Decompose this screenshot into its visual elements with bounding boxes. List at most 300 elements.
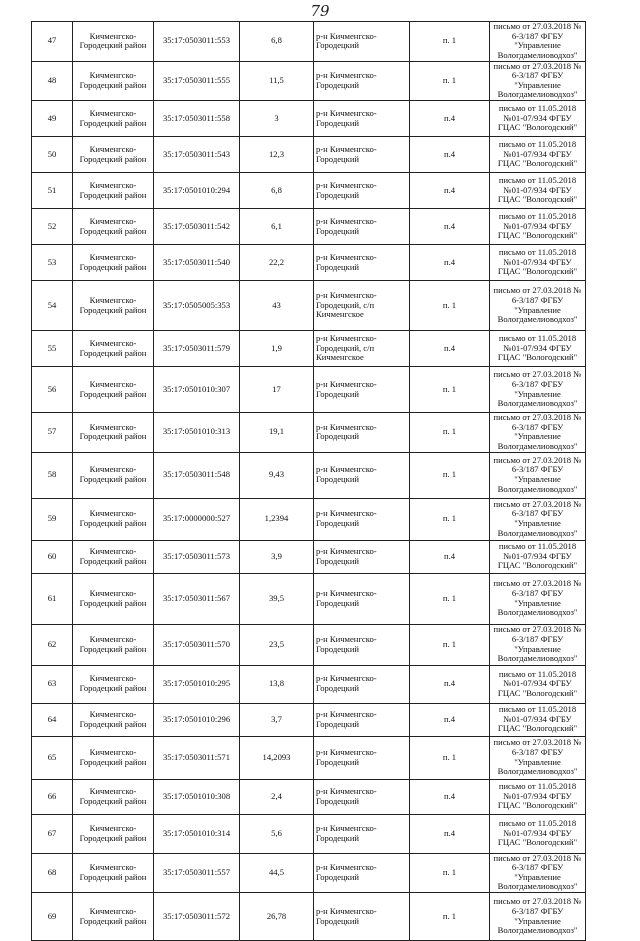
basis-document-cell [490,137,586,173]
cadastral-number-cell [154,452,240,498]
row-number [32,281,73,331]
basis-document-cell [490,703,586,736]
area-cell-text: 22,2 [268,257,285,267]
basis-document-cell-text: письмо от 27.03.2018 № 6-3/187 ФГБУ "Управление Вологдамелиоводхоз" [493,738,582,777]
location-cell-text: р-н Кичменгско-Городецкий [316,465,377,484]
clause-cell-text: п. 1 [442,752,457,762]
location-cell [314,665,410,703]
clause-cell [410,736,490,779]
row-number-text: 68 [47,867,57,877]
location-cell [314,331,410,367]
row-number-text: 48 [47,75,57,85]
area-cell [240,573,314,624]
basis-document-cell [490,573,586,624]
basis-document-cell [490,665,586,703]
row-number-text: 60 [47,551,57,561]
area-cell [240,61,314,101]
area-cell [240,452,314,498]
basis-document-cell-text: письмо от 27.03.2018 № 6-3/187 ФГБУ "Управление Вологдамелиоводхоз" [493,897,582,936]
table-row [32,173,586,209]
area-cell [240,703,314,736]
clause-cell [410,703,490,736]
cadastral-number-cell [154,173,240,209]
basis-document-cell-text: письмо от 27.03.2018 № 6-3/187 ФГБУ "Управление Вологдамелиоводхоз" [493,499,582,538]
area-cell [240,137,314,173]
table-row [32,665,586,703]
cadastral-number-cell-text: 35:17:0501010:294 [162,185,231,195]
basis-document-cell [490,331,586,367]
clause-cell [410,498,490,540]
row-number-text: 57 [47,427,57,437]
basis-document-cell [490,540,586,573]
clause-cell [410,853,490,893]
clause-cell-text: п. 1 [442,867,457,877]
row-number [32,61,73,101]
area-cell [240,814,314,853]
district-cell [73,573,154,624]
cadastral-number-cell-text: 35:17:0503011:555 [163,75,230,85]
location-cell-text: р-н Кичменгско-Городецкий, с/п Кичменгское [316,291,377,320]
basis-document-cell-text: письмо от 11.05.2018 №01-07/934 ФГБУ ГЦАС "Вологодский" [497,248,578,277]
clause-cell-text: п. 1 [442,300,457,310]
cadastral-number-cell [154,413,240,453]
basis-document-cell-text: письмо от 11.05.2018 №01-07/934 ФГБУ ГЦАС "Вологодский" [497,212,578,241]
area-cell-text: 3,7 [271,714,282,724]
clause-cell-text: п.4 [443,343,456,353]
location-cell-text: р-н Кичменгско-Городецкий [316,786,377,806]
row-number-text: 56 [47,384,57,394]
basis-document-cell-text: письмо от 27.03.2018 № 6-3/187 ФГБУ "Управление Вологдамелиоводхоз" [493,61,582,100]
area-cell-text: 9,43 [268,470,285,480]
location-cell [314,245,410,281]
basis-document-cell [490,814,586,853]
page-number: 79 [310,2,330,20]
clause-cell-text: п. 1 [442,384,457,394]
location-cell-text: р-н Кичменгско-Городецкий [316,823,377,843]
district-cell-text: Кичменгско-Городецкий район [79,295,147,315]
cadastral-number-cell-text: 35:17:0503011:558 [163,113,230,123]
location-cell [314,22,410,62]
basis-document-cell [490,209,586,245]
area-cell-text: 14,2093 [262,752,291,762]
table-row [32,281,586,331]
area-cell [240,540,314,573]
location-cell-text: р-н Кичменгско-Городецкий [316,906,377,926]
row-number-text: 63 [47,679,57,689]
location-cell-text: р-н Кичменгско-Городецкий [316,588,377,608]
location-cell [314,540,410,573]
location-cell [314,137,410,173]
area-cell-text: 11,5 [269,75,284,85]
district-cell [73,624,154,665]
cadastral-number-cell [154,893,240,941]
clause-cell [410,101,490,137]
clause-cell [410,452,490,498]
cadastral-number-cell [154,209,240,245]
district-cell-text: Кичменгско-Городецкий район [79,31,147,51]
area-cell-text: 26,78 [266,911,287,921]
cadastral-number-cell-text: 35:17:0505005:353 [162,300,231,310]
cadastral-number-cell [154,245,240,281]
district-cell-text: Кичменгско-Городецкий район [79,71,147,90]
clause-cell [410,331,490,367]
basis-document-cell-text: письмо от 11.05.2018 №01-07/934 ФГБУ ГЦАС "Вологодский" [497,705,578,734]
basis-document-cell-text: письмо от 27.03.2018 № 6-3/187 ФГБУ "Управление Вологдамелиоводхоз" [493,22,582,60]
area-cell-text: 23,5 [268,639,285,649]
cadastral-number-cell [154,498,240,540]
basis-document-cell [490,413,586,453]
cadastral-number-cell [154,736,240,779]
district-cell [73,61,154,101]
area-cell-text: 13,8 [268,679,285,689]
cadastral-number-cell-text: 35:17:0501010:314 [162,828,231,838]
basis-document-cell-text: письмо от 27.03.2018 № 6-3/187 ФГБУ "Управление Вологдамелиоводхоз" [493,286,582,325]
table-row [32,367,586,413]
row-number-text: 62 [47,639,57,649]
table-row [32,736,586,779]
clause-cell-text: п.4 [443,791,456,801]
area-cell [240,101,314,137]
district-cell [73,173,154,209]
area-cell [240,367,314,413]
location-cell-text: р-н Кичменгско-Городецкий [316,252,377,272]
cadastral-number-cell-text: 35:17:0503011:571 [163,752,230,762]
clause-cell-text: п. 1 [442,514,457,524]
clause-cell-text: п.4 [443,149,456,159]
row-number-text: 49 [47,113,57,123]
district-cell [73,814,154,853]
row-number [32,137,73,173]
area-cell [240,173,314,209]
clause-cell-text: п.4 [443,828,456,838]
table-row [32,61,586,101]
district-cell [73,779,154,814]
district-cell [73,101,154,137]
clause-cell-text: п.4 [443,679,456,689]
basis-document-cell-text: письмо от 27.03.2018 № 6-3/187 ФГБУ "Управление Вологдамелиоводхоз" [493,579,582,618]
cadastral-number-cell [154,137,240,173]
basis-document-cell-text: письмо от 27.03.2018 № 6-3/187 ФГБУ "Управление Вологдамелиоводхоз" [493,413,582,451]
clause-cell [410,22,490,62]
cadastral-number-cell [154,61,240,101]
area-cell-text: 12,3 [268,149,285,159]
cadastral-number-cell [154,540,240,573]
district-cell [73,452,154,498]
row-number-text: 65 [47,752,57,762]
clause-cell [410,137,490,173]
clause-cell [410,814,490,853]
row-number [32,814,73,853]
basis-document-cell-text: письмо от 11.05.2018 №01-07/934 ФГБУ ГЦАС "Вологодский" [497,542,578,571]
location-cell-text: р-н Кичменгско-Городецкий [316,180,377,200]
area-cell [240,22,314,62]
clause-cell-text: п.4 [443,551,456,561]
location-cell-text: р-н Кичменгско-Городецкий [316,863,377,882]
row-number [32,540,73,573]
cadastral-number-cell-text: 35:17:0503011:553 [163,36,230,46]
row-number-text: 47 [47,36,57,46]
area-cell-text: 6,1 [271,221,282,231]
area-cell-text: 6,8 [271,185,282,195]
basis-document-cell [490,779,586,814]
basis-document-cell [490,452,586,498]
basis-document-cell-text: письмо от 27.03.2018 № 6-3/187 ФГБУ "Управление Вологдамелиоводхоз" [493,853,582,892]
basis-document-cell [490,281,586,331]
row-number [32,498,73,540]
row-number [32,703,73,736]
table-row [32,101,586,137]
basis-document-cell-text: письмо от 11.05.2018 №01-07/934 ФГБУ ГЦАС "Вологодский" [497,104,578,133]
row-number-text: 66 [47,791,57,801]
row-number-text: 61 [47,593,57,603]
clause-cell [410,779,490,814]
area-cell [240,665,314,703]
cadastral-number-cell [154,624,240,665]
clause-cell [410,573,490,624]
row-number-text: 52 [47,221,57,231]
basis-document-cell-text: письмо от 11.05.2018 №01-07/934 ФГБУ ГЦАС "Вологодский" [497,669,578,698]
area-cell-text: 3,9 [271,551,282,561]
basis-document-cell-text: письмо от 11.05.2018 №01-07/934 ФГБУ ГЦАС "Вологодский" [497,140,578,169]
basis-document-cell-text: письмо от 27.03.2018 № 6-3/187 ФГБУ "Управление Вологдамелиоводхоз" [493,370,582,409]
basis-document-cell-text: письмо от 11.05.2018 №01-07/934 ФГБУ ГЦАС "Вологодский" [497,819,578,848]
location-cell-text: р-н Кичменгско-Городецкий [316,747,377,767]
row-number [32,665,73,703]
location-cell-text: р-н Кичменгско-Городецкий [316,709,377,729]
district-cell-text: Кичменгско-Городецкий район [79,747,147,767]
row-number [32,101,73,137]
area-cell [240,331,314,367]
clause-cell [410,367,490,413]
clause-cell [410,209,490,245]
basis-document-cell [490,498,586,540]
district-cell [73,703,154,736]
district-cell [73,893,154,941]
row-number-text: 64 [47,714,57,724]
basis-document-cell [490,853,586,893]
cadastral-number-cell-text: 35:17:0503011:543 [163,149,230,159]
district-cell [73,413,154,453]
cadastral-number-cell [154,331,240,367]
table-row [32,137,586,173]
district-cell-text: Кичменгско-Городецкий район [79,180,147,200]
row-number [32,736,73,779]
district-cell-text: Кичменгско-Городецкий район [79,906,147,926]
table-body [32,22,586,941]
table-row [32,209,586,245]
basis-document-cell [490,61,586,101]
location-cell-text: р-н Кичменгско-Городецкий [316,144,377,164]
district-cell-text: Кичменгско-Городецкий район [79,422,147,442]
row-number-text: 53 [47,257,57,267]
cadastral-number-cell [154,853,240,893]
table-row [32,573,586,624]
clause-cell [410,61,490,101]
district-cell-text: Кичменгско-Городецкий район [79,108,147,128]
row-number [32,22,73,62]
row-number-text: 58 [47,470,57,480]
area-cell [240,281,314,331]
area-cell-text: 5,6 [271,828,282,838]
clause-cell-text: п.4 [443,185,456,195]
row-number [32,452,73,498]
basis-document-cell-text: письмо от 11.05.2018 №01-07/934 ФГБУ ГЦАС "Вологодский" [497,176,578,205]
table-row [32,452,586,498]
clause-cell [410,173,490,209]
location-cell-text: р-н Кичменгско-Городецкий [316,216,377,236]
location-cell [314,367,410,413]
land-plots-table [31,21,586,941]
area-cell-text: 2,4 [271,791,282,801]
cadastral-number-cell-text: 35:17:0501010:307 [162,384,231,394]
district-cell-text: Кичменгско-Городецкий район [79,216,147,236]
cadastral-number-cell [154,367,240,413]
area-cell-text: 1,2394 [264,514,289,524]
table-row [32,331,586,367]
cadastral-number-cell [154,101,240,137]
clause-cell-text: п.4 [443,257,456,267]
basis-document-cell [490,624,586,665]
area-cell-text: 6,8 [271,36,282,46]
area-cell-text: 3 [274,113,279,123]
clause-cell [410,893,490,941]
district-cell-text: Кичменгско-Городецкий район [79,674,147,693]
clause-cell-text: п. 1 [442,427,457,437]
district-cell [73,281,154,331]
table-row [32,893,586,941]
basis-document-cell-text: письмо от 11.05.2018 №01-07/934 ФГБУ ГЦАС "Вологодский" [497,334,578,363]
table-row [32,779,586,814]
row-number [32,413,73,453]
area-cell [240,853,314,893]
district-cell-text: Кичменгско-Городецкий район [79,823,147,843]
row-number [32,367,73,413]
district-cell [73,209,154,245]
district-cell-text: Кичменгско-Городецкий район [79,379,147,399]
row-number [32,209,73,245]
district-cell-text: Кичменгско-Городецкий район [79,588,147,608]
cadastral-number-cell-text: 35:17:0503011:570 [163,639,230,649]
location-cell [314,736,410,779]
district-cell-text: Кичменгско-Городецкий район [79,465,147,484]
row-number-text: 54 [47,300,57,310]
location-cell-text: р-н Кичменгско-Городецкий [316,634,377,654]
location-cell [314,452,410,498]
row-number-text: 59 [47,514,57,524]
table-row [32,245,586,281]
cadastral-number-cell-text: 35:17:0503011:579 [163,343,230,353]
clause-cell [410,665,490,703]
basis-document-cell-text: письмо от 27.03.2018 № 6-3/187 ФГБУ "Управление Вологдамелиоводхоз" [493,625,582,664]
row-number [32,779,73,814]
basis-document-cell [490,22,586,62]
row-number [32,853,73,893]
location-cell [314,281,410,331]
district-cell-text: Кичменгско-Городецкий район [79,786,147,806]
row-number-text: 67 [47,828,57,838]
location-cell-text: р-н Кичменгско-Городецкий [316,71,377,90]
location-cell [314,573,410,624]
table-row [32,540,586,573]
area-cell-text: 39,5 [268,593,285,603]
area-cell [240,893,314,941]
clause-cell-text: п. 1 [442,593,457,603]
area-cell [240,779,314,814]
location-cell [314,61,410,101]
district-cell-text: Кичменгско-Городецкий район [79,144,147,164]
location-cell [314,209,410,245]
clause-cell [410,413,490,453]
area-cell-text: 43 [272,300,281,310]
row-number [32,573,73,624]
table-row [32,22,586,62]
basis-document-cell-text: письмо от 11.05.2018 №01-07/934 ФГБУ ГЦАС "Вологодский" [497,782,578,811]
cadastral-number-cell-text: 35:17:0503011:573 [163,551,230,561]
district-cell [73,540,154,573]
row-number-text: 50 [47,149,57,159]
cadastral-number-cell-text: 35:17:0503011:540 [163,257,230,267]
location-cell-text: р-н Кичменгско-Городецкий [316,422,377,442]
district-cell-text: Кичменгско-Городецкий район [79,863,147,882]
basis-document-cell [490,173,586,209]
district-cell-text: Кичменгско-Городецкий район [79,252,147,272]
cadastral-number-cell [154,814,240,853]
district-cell [73,245,154,281]
clause-cell-text: п. 1 [442,911,457,921]
cadastral-number-cell [154,779,240,814]
area-cell [240,413,314,453]
row-number [32,245,73,281]
location-cell [314,101,410,137]
cadastral-number-cell-text: 35:17:0501010:308 [162,791,231,801]
table-row [32,814,586,853]
basis-document-cell-text: письмо от 27.03.2018 № 6-3/187 ФГБУ "Управление Вологдамелиоводхоз" [493,455,582,494]
basis-document-cell [490,101,586,137]
area-cell [240,245,314,281]
cadastral-number-cell [154,281,240,331]
cadastral-number-cell-text: 35:17:0501010:313 [162,427,231,437]
area-cell [240,624,314,665]
area-cell [240,736,314,779]
district-cell-text: Кичменгско-Городецкий район [79,709,147,729]
row-number [32,624,73,665]
district-cell [73,331,154,367]
cadastral-number-cell-text: 35:17:0503011:557 [163,867,230,877]
area-cell-text: 1,9 [271,343,282,353]
district-cell [73,665,154,703]
basis-document-cell [490,367,586,413]
table-row [32,498,586,540]
clause-cell [410,624,490,665]
area-cell [240,498,314,540]
table-row [32,624,586,665]
basis-document-cell [490,245,586,281]
cadastral-number-cell [154,573,240,624]
cadastral-number-cell [154,665,240,703]
cadastral-number-cell-text: 35:17:0501010:296 [162,714,231,724]
district-cell-text: Кичменгско-Городецкий район [79,338,147,358]
cadastral-number-cell-text: 35:17:0503011:542 [163,221,230,231]
cadastral-number-cell-text: 35:17:0501010:295 [162,679,231,689]
clause-cell-text: п. 1 [442,36,457,46]
clause-cell-text: п. 1 [442,470,457,480]
district-cell [73,853,154,893]
location-cell-text: р-н Кичменгско-Городецкий [316,546,377,566]
area-cell-text: 17 [272,384,281,394]
area-cell-text: 19,1 [268,427,285,437]
cadastral-number-cell-text: 35:17:0000000:527 [162,514,231,524]
location-cell-text: р-н Кичменгско-Городецкий [316,509,377,528]
